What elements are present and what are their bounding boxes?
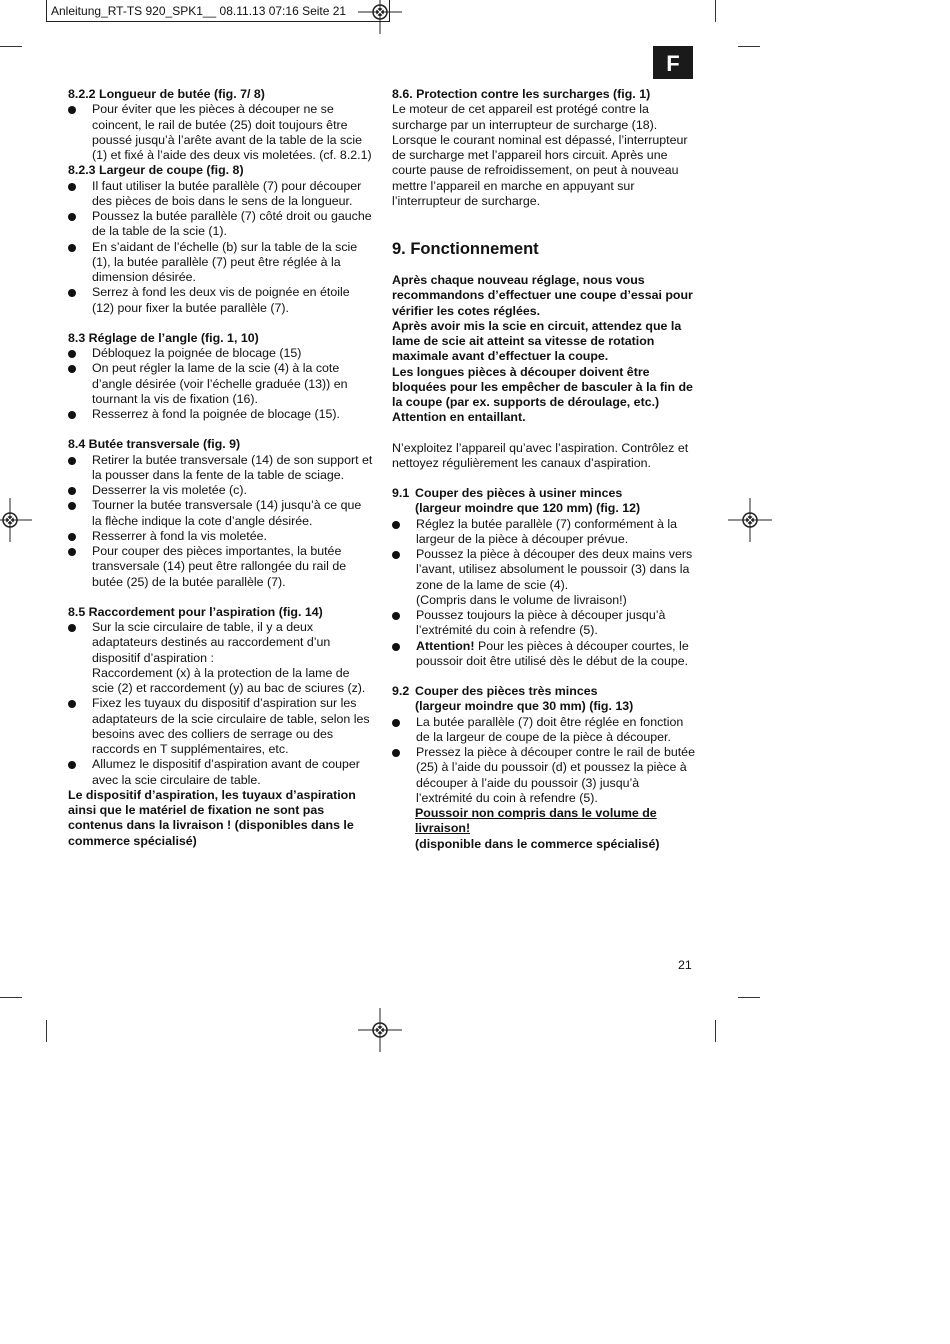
registration-mark-icon <box>728 498 772 542</box>
section-heading: 8.6. Protection contre les surcharges (fig. 1) <box>392 87 651 101</box>
bullet-icon <box>392 612 400 620</box>
left-column <box>68 87 373 849</box>
list-item: Pressez la pièce à découper contre le rail de butée (25) à l’aide du poussoir (d) et poussez la pièce à découper à l’aide du poussoir (3) jusqu’à l’extrémité du coin à refendre (5). <box>392 745 697 806</box>
registration-mark-icon <box>0 498 32 542</box>
list-item: On peut régler la lame de la scie (4) à la cote d’angle désirée (voir l’échelle graduée (13)) en tournant la vis de fixation (16). <box>68 361 373 407</box>
list-item: Poussez la pièce à découper des deux mains vers l’avant, utilisez absolument le poussoir (3) dans la zone de la lame de scie (4). (Compris dans le volume de livraison!) <box>392 547 697 608</box>
print-slug-header <box>46 0 390 22</box>
bold-note: (disponible dans le commerce spécialisé) <box>415 836 660 851</box>
bullet-icon <box>68 411 76 419</box>
bold-paragraph: Après avoir mis la scie en circuit, attendez que la lame de scie ait atteint sa vitesse de rotation maximale avant d’effectuer la coupe. <box>392 318 682 364</box>
list-item: Débloquez la poignée de blocage (15) <box>68 346 373 361</box>
list-item: Resserrer à fond la vis moletée. <box>68 529 373 544</box>
section-heading: 8.4 Butée transversale (fig. 9) <box>68 437 241 452</box>
crop-mark <box>715 1020 716 1042</box>
bullet-icon <box>392 643 400 651</box>
list-item: Pour couper des pièces importantes, la butée transversale (14) peut être rallongée du rail de butée (25) de la butée parallèle (7). <box>68 544 373 590</box>
subsection-number: 9.1 <box>392 486 410 500</box>
bullet-icon <box>392 719 400 727</box>
body-paragraph: Le moteur de cet appareil est protégé contre la surcharge par un interrupteur de surcharge (18). Lorsque le courant nominal est dépassé, l’interrupteur de surcharge met l’appareil hors circuit. Après une courte pause de refroidissement, on peut à nouveau mettre l’appareil en marche en appuyant sur l’interrupteur de surcharge. <box>392 102 688 208</box>
chapter-heading: 9. Fonctionnement <box>392 240 539 258</box>
bold-paragraph: Les longues pièces à découper doivent être bloquées pour les empêcher de basculer à la fin de la coupe (par ex. supports de déroulage, etc.) <box>392 364 693 409</box>
section-heading: 8.3 Réglage de l’angle (fig. 1, 10) <box>68 330 259 345</box>
page-number: 21 <box>678 958 692 972</box>
section-heading: 8.2.3 Largeur de coupe (fig. 8) <box>68 163 244 178</box>
list-item: Pour éviter que les pièces à découper ne se coincent, le rail de butée (25) doit toujours être poussé jusqu’à l’arête avant de la table de la scie (1) et fixé à l’aide des deux vis moletées. (cf. 8.2.1) <box>68 102 373 163</box>
list-item: Resserrez à fond la poignée de blocage (15). <box>68 407 373 422</box>
crop-mark <box>0 997 22 998</box>
crop-mark <box>0 46 22 47</box>
bullet-icon <box>392 749 400 757</box>
crop-mark <box>738 46 760 47</box>
subsection-heading: 9.2 Couper des pièces très minces (largeur moindre que 30 mm) (fig. 13) <box>392 684 634 714</box>
bullet-icon <box>68 533 76 541</box>
bold-note: Le dispositif d’aspiration, les tuyaux d’aspiration ainsi que le matériel de fixation ne sont pas contenus dans la livraison ! (disponibles dans le commerce spécialisé) <box>68 787 356 848</box>
bullet-icon <box>68 350 76 358</box>
underlined-note: Poussoir non compris dans le volume de livraison! <box>415 806 657 836</box>
list-item: Il faut utiliser la butée parallèle (7) pour découper des pièces de bois dans le sens de la longueur. <box>68 179 373 210</box>
bullet-icon <box>68 700 76 708</box>
bullet-icon <box>68 548 76 556</box>
bullet-icon <box>68 183 76 191</box>
list-item: En s’aidant de l’échelle (b) sur la table de la scie (1), la butée parallèle (7) peut être réglée à la dimension désirée. <box>68 240 373 286</box>
bold-paragraph: Attention en entaillant. <box>392 410 526 425</box>
right-column <box>392 87 697 852</box>
list-item: Desserrer la vis moletée (c). <box>68 483 373 498</box>
section-heading: 8.5 Raccordement pour l’aspiration (fig. 14) <box>68 604 323 619</box>
list-item: Poussez toujours la pièce à découper jusqu’à l’extrémité du coin à refendre (5). <box>392 608 697 639</box>
bullet-icon <box>68 487 76 495</box>
registration-mark-icon <box>358 1008 402 1052</box>
crop-mark <box>46 1020 47 1042</box>
bullet-icon <box>68 244 76 252</box>
subsection-number: 9.2 <box>392 684 410 698</box>
bullet-icon <box>68 457 76 465</box>
bullet-icon <box>68 106 76 114</box>
list-item: Sur la scie circulaire de table, il y a deux adaptateurs destinés au raccordement d’un dispositif d’aspiration : Raccordement (x) à la protection de la lame de scie (2) et raccordement (y) au bac de sciures (z). <box>68 620 373 696</box>
list-item: Poussez la butée parallèle (7) côté droit ou gauche de la table de la scie (1). <box>68 209 373 240</box>
section-heading: 8.2.2 Longueur de butée (fig. 7/ 8) <box>68 87 265 101</box>
body-paragraph: N’exploitez l’appareil qu’avec l’aspiration. Contrôlez et nettoyez régulièrement les canaux d’aspiration. <box>392 440 689 470</box>
list-item: Fixez les tuyaux du dispositif d’aspiration sur les adaptateurs de la scie circulaire de table, selon les besoins avec des colliers de serrage ou des raccords en T supplémentaires, etc. <box>68 696 373 757</box>
bullet-icon <box>68 365 76 373</box>
crop-mark <box>738 997 760 998</box>
list-item: Réglez la butée parallèle (7) conformément à la largeur de la pièce à découper prévue. <box>392 517 697 548</box>
bullet-icon <box>392 551 400 559</box>
bullet-icon <box>392 521 400 529</box>
bullet-icon <box>68 761 76 769</box>
print-slug-text: Anleitung_RT-TS 920_SPK1__ 08.11.13 07:16 Seite 21 <box>51 4 347 18</box>
bullet-icon <box>68 624 76 632</box>
language-tab: F <box>653 46 693 79</box>
subsection-heading: 9.1 Couper des pièces à usiner minces (largeur moindre que 120 mm) (fig. 12) <box>392 486 641 516</box>
list-item: Allumez le dispositif d’aspiration avant de couper avec la scie circulaire de table. <box>68 757 373 788</box>
list-item: Serrez à fond les deux vis de poignée en étoile (12) pour fixer la butée parallèle (7). <box>68 285 373 316</box>
bullet-icon <box>68 289 76 297</box>
bold-paragraph: Après chaque nouveau réglage, nous vous recommandons d’effectuer une coupe d’essai pour vérifier les cotes réglées. <box>392 273 693 318</box>
list-item: Tourner la butée transversale (14) jusqu’à ce que la flèche indique la cote d’angle désirée. <box>68 498 373 529</box>
list-item: La butée parallèle (7) doit être réglée en fonction de la largeur de coupe de la pièce à découper. <box>392 715 697 746</box>
bullet-icon <box>68 213 76 221</box>
attention-label: Attention! <box>416 638 475 653</box>
registration-mark-icon <box>358 0 402 34</box>
list-item: Attention! Pour les pièces à découper courtes, le poussoir doit être utilisé dès le début de la coupe. <box>392 639 697 670</box>
list-item: Retirer la butée transversale (14) de son support et la pousser dans la fente de la table de sciage. <box>68 453 373 484</box>
bullet-icon <box>68 502 76 510</box>
crop-mark <box>715 0 716 22</box>
